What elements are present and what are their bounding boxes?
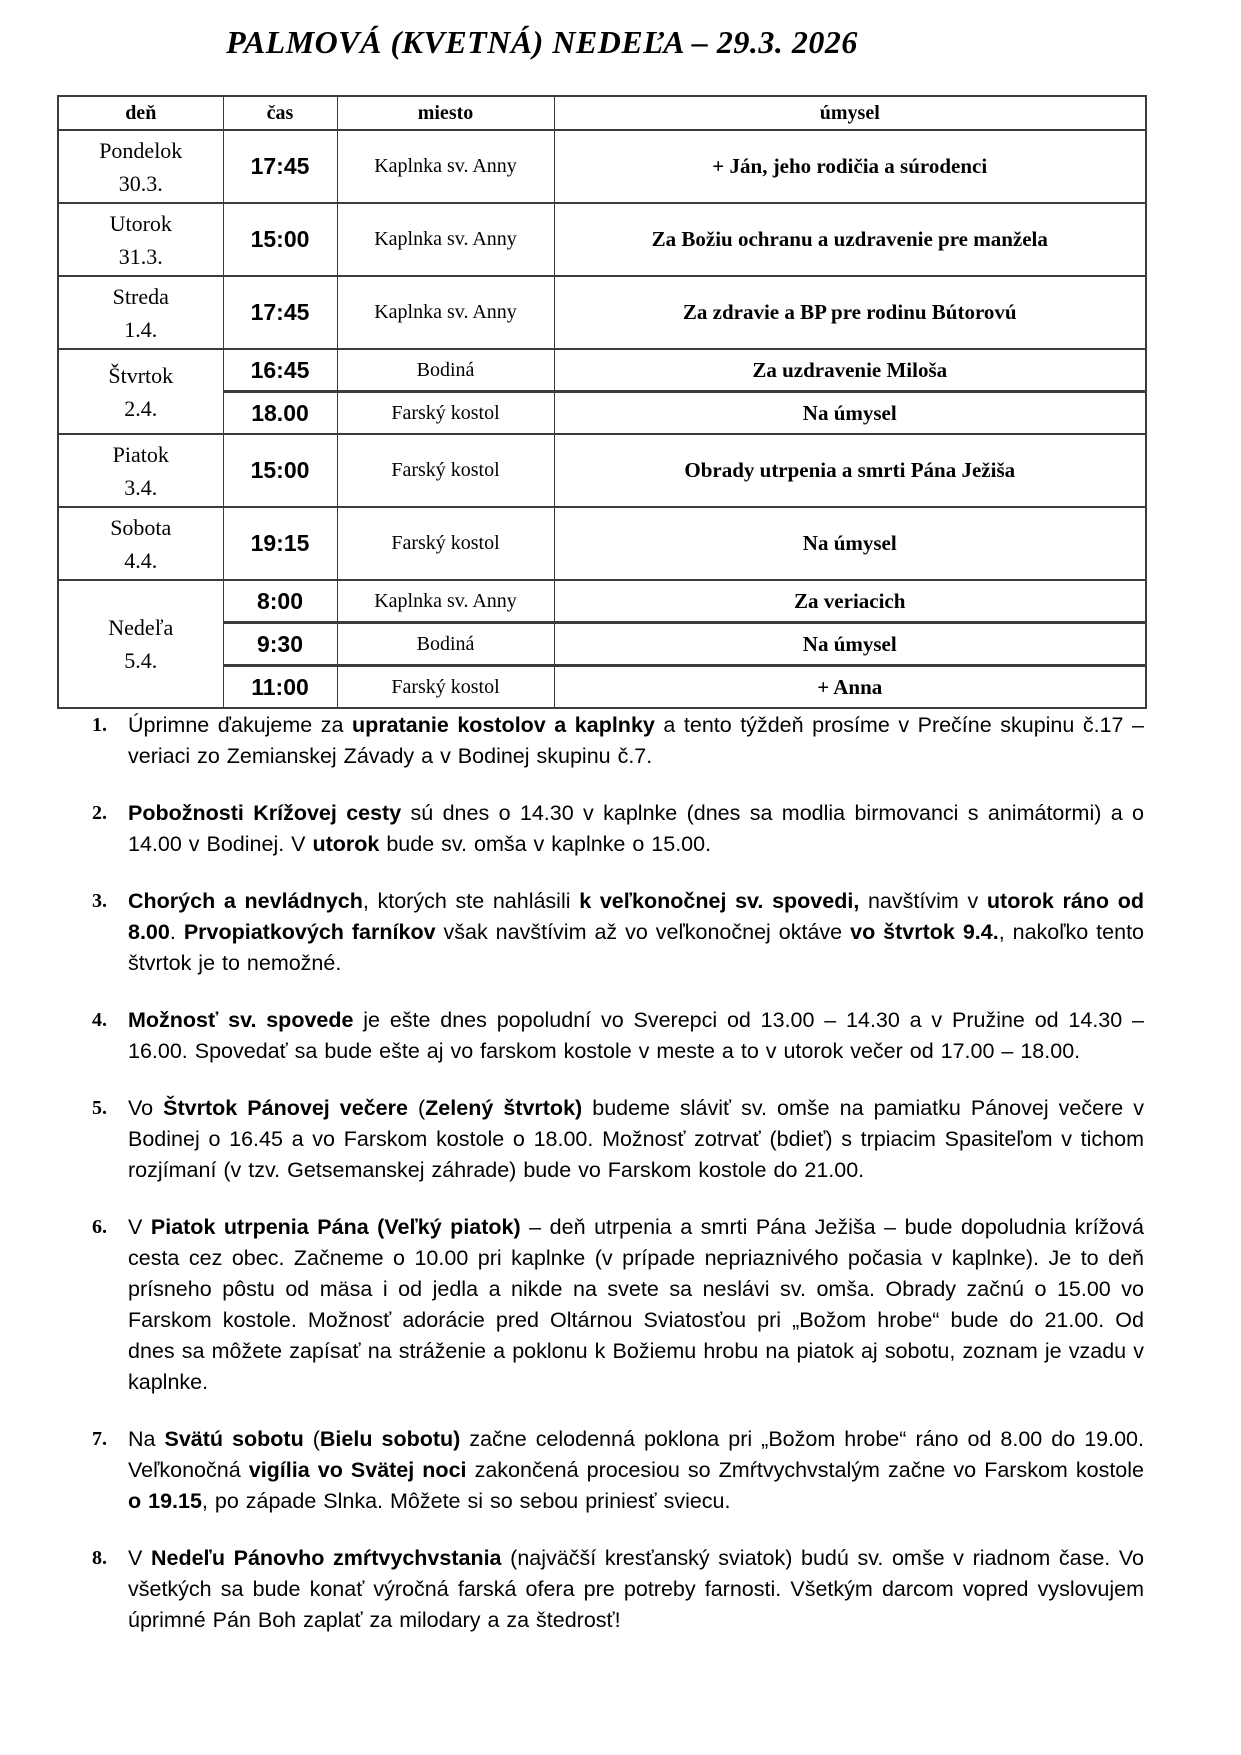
day-date: 1.4. [124,316,158,342]
table-row [58,580,1146,623]
intention-cell: Za veriacich [554,580,1146,623]
day-cell [58,276,223,349]
place-cell: Farský kostol [337,666,554,709]
list-item-number: 2. [92,802,107,824]
time-cell: 15:00 [223,203,337,276]
time-cell: 17:45 [223,276,337,349]
intention-cell: Na úmysel [554,507,1146,580]
place-cell: Bodiná [337,349,554,392]
day-name: Pondelok [99,137,183,163]
day-date: 5.4. [124,648,158,673]
place-cell: Farský kostol [337,392,554,435]
time-cell: 11:00 [223,666,337,709]
day-name: Sobota [110,514,172,540]
list-item-number: 7. [92,1428,107,1450]
table-header-row [58,96,1146,130]
list-item-number: 4. [92,1009,107,1031]
time-cell: 16:45 [223,349,337,392]
time-cell: 9:30 [223,623,337,666]
day-date: 30.3. [118,170,163,196]
intention-cell: Obrady utrpenia a smrti Pána Ježiša [554,434,1146,507]
place-cell: Farský kostol [337,507,554,580]
day-cell [58,203,223,276]
mass-schedule-table [57,95,1147,709]
list-item [92,1093,1144,1186]
table-row [58,276,1146,349]
table-row [58,507,1146,580]
intention-cell: Za uzdravenie Miloša [554,349,1146,392]
day-name: Utorok [109,210,172,236]
page-title: PALMOVÁ (KVETNÁ) NEDEĽA – 29.3. 2026 [226,24,858,60]
intention-cell: Na úmysel [554,392,1146,435]
day-name: Piatok [112,441,169,467]
day-cell [58,507,223,580]
list-item [92,1424,1144,1517]
day-name: Nedeľa [108,615,174,640]
table-row [58,203,1146,276]
place-cell: Kaplnka sv. Anny [337,130,554,203]
table-row [58,349,1146,392]
day-date: 3.4. [124,474,158,500]
intention-cell: Za zdravie a BP pre rodinu Bútorovú [554,276,1146,349]
list-item-text: V Piatok utrpenia Pána (Veľký piatok) – deň utrpenia a smrti Pána Ježiša – bude dopoludnia krížová cesta cez obec. Začneme o 10.00 pri kaplnke (v prípade nepriaznivého počasia v kaplnke). Je to deň prísneho pôstu od mäsa i od jedla a nikde na svete sa neslávi sv. omša. Obrady začnú o 15.00 vo Farskom kostole. Možnosť adorácie pred Oltárnou Sviatosťou pri „Božom hrobe“ bude do 21.00. Od dnes sa môžete zapísať na stráženie a poklonu k Božiemu hrobu na piatok aj sobotu, zoznam je vzadu v kaplnke. [128,1215,1144,1394]
day-date: 31.3. [118,243,163,269]
list-item-text: Vo Štvrtok Pánovej večere (Zelený štvrtok) budeme sláviť sv. omše na pamiatku Pánovej večere v Bodinej o 16.45 a vo Farskom kostole o 18.00. Možnosť zotrvať (bdieť) s trpiacim Spasiteľom v tichom rozjímaní (v tzv. Getsemanskej záhrade) bude vo Farskom kostole do 21.00. [128,1096,1144,1182]
intention-cell: Na úmysel [554,623,1146,666]
list-item-text: Chorých a nevládnych, ktorých ste nahlásili k veľkonočnej sv. spovedi, navštívim v utorok ráno od 8.00. Prvopiatkových farníkov však navštívim až vo veľkonočnej oktáve vo štvrtok 9.4., nakoľko tento štvrtok je to nemožné. [128,889,1145,975]
time-cell: 19:15 [223,507,337,580]
time-cell: 15:00 [223,434,337,507]
list-item-text: Pobožnosti Krížovej cesty sú dnes o 14.30 v kaplnke (dnes sa modlia birmovanci s animátormi) a o 14.00 v Bodinej. V utorok bude sv. omša v kaplnke o 15.00. [128,801,1144,856]
list-item [92,798,1144,860]
list-item [92,710,1144,772]
day-date: 4.4. [124,547,158,573]
day-name: Streda [112,283,169,309]
announcements-list [92,710,1144,1662]
column-header-3: úmysel [554,96,1146,130]
place-cell: Kaplnka sv. Anny [337,580,554,623]
list-item [92,1005,1144,1067]
list-item-number: 1. [92,714,107,736]
list-item-number: 5. [92,1097,107,1119]
time-cell: 8:00 [223,580,337,623]
day-name: Štvrtok [108,362,174,388]
list-item [92,886,1144,979]
column-header-0: deň [58,96,223,130]
list-item-number: 3. [92,890,107,912]
place-cell: Kaplnka sv. Anny [337,203,554,276]
place-cell: Kaplnka sv. Anny [337,276,554,349]
list-item-text: Na Svätú sobotu (Bielu sobotu) začne celodenná poklona pri „Božom hrobe“ ráno od 8.00 do 19.00. Veľkonočná vigília vo Svätej noci zakončená procesiou so Zmŕtvychvstalým začne vo Farskom kostole o 19.15, po západe Slnka. Môžete si so sebou priniesť sviecu. [128,1427,1144,1513]
time-cell: 18.00 [223,392,337,435]
place-cell: Farský kostol [337,434,554,507]
list-item-number: 6. [92,1216,107,1238]
list-item [92,1212,1144,1398]
list-item [92,1543,1144,1636]
intention-cell: + Anna [554,666,1146,709]
intention-cell: Za Božiu ochranu a uzdravenie pre manžela [554,203,1146,276]
place-cell: Bodiná [337,623,554,666]
column-header-1: čas [223,96,337,130]
list-item-text: Možnosť sv. spovede je ešte dnes popoludní vo Sverepci od 13.00 – 14.30 a v Pružine od 14.30 – 16.00. Spovedať sa bude ešte aj vo farskom kostole v meste a to v utorok večer od 17.00 – 18.00. [128,1008,1144,1063]
list-item-text: Úprimne ďakujeme za upratanie kostolov a kaplnky a tento týždeň prosíme v Prečíne skupinu č.17 – veriaci zo Zemianskej Závady a v Bodinej skupinu č.7. [128,713,1145,768]
day-cell [58,434,223,507]
list-item-number: 8. [92,1547,107,1569]
day-date: 2.4. [124,395,158,421]
day-cell [58,349,223,434]
column-header-2: miesto [337,96,554,130]
day-cell [58,580,223,708]
intention-cell: + Ján, jeho rodičia a súrodenci [554,130,1146,203]
list-item-text: V Nedeľu Pánovho zmŕtvychvstania (najväčší kresťanský sviatok) budú sv. omše v riadnom čase. Vo všetkých sa bude konať výročná farská ofera pre potreby farnosti. Všetkým darcom vopred vyslovujem úprimné Pán Boh zaplať za milodary a za štedrosť! [128,1546,1145,1632]
table-row [58,434,1146,507]
time-cell: 17:45 [223,130,337,203]
table-row [58,130,1146,203]
day-cell [58,130,223,203]
